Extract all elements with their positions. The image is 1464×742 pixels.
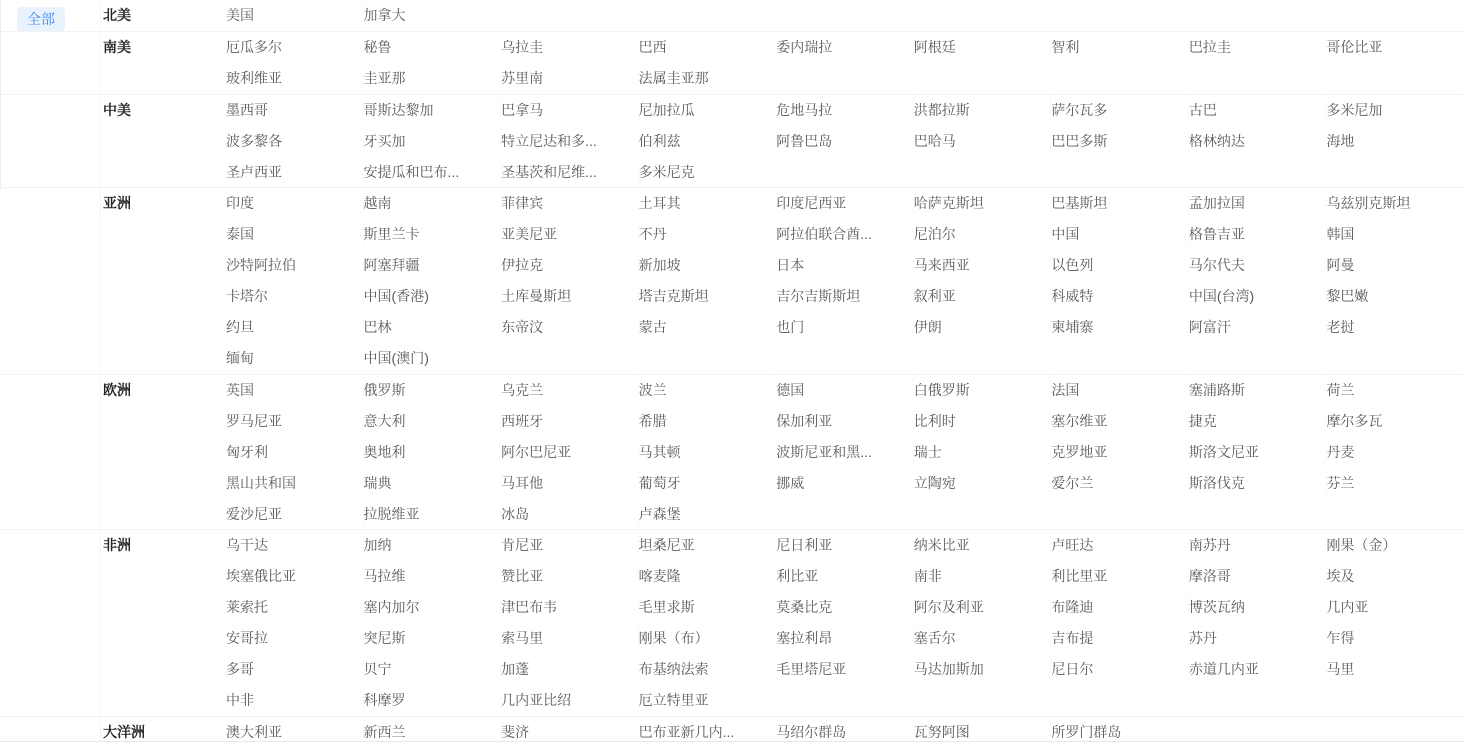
country-item[interactable]: 墨西哥 <box>226 95 364 126</box>
country-item[interactable]: 俄罗斯 <box>364 375 502 406</box>
country-item[interactable]: 加蓬 <box>501 654 639 685</box>
country-item[interactable]: 马达加斯加 <box>914 654 1052 685</box>
country-item[interactable]: 新西兰 <box>364 717 502 742</box>
country-item[interactable]: 摩尔多瓦 <box>1326 406 1464 437</box>
country-item[interactable]: 利比亚 <box>776 561 914 592</box>
country-item[interactable]: 塞舌尔 <box>914 623 1052 654</box>
country-item[interactable]: 圣基茨和尼维... <box>501 157 639 188</box>
country-item[interactable]: 尼泊尔 <box>914 219 1052 250</box>
country-item[interactable]: 斯里兰卡 <box>364 219 502 250</box>
country-item[interactable]: 巴哈马 <box>914 126 1052 157</box>
left-gutter <box>0 375 100 530</box>
country-item[interactable]: 黑山共和国 <box>226 468 364 499</box>
country-item[interactable]: 乌拉圭 <box>501 32 639 63</box>
country-item[interactable]: 巴基斯坦 <box>1051 188 1189 219</box>
country-item[interactable]: 马拉维 <box>364 561 502 592</box>
country-item[interactable]: 意大利 <box>364 406 502 437</box>
country-item[interactable]: 秘鲁 <box>364 32 502 63</box>
country-item[interactable]: 柬埔寨 <box>1051 312 1189 343</box>
country-item[interactable]: 以色列 <box>1051 250 1189 281</box>
country-item[interactable]: 摩洛哥 <box>1189 561 1327 592</box>
country-item[interactable]: 所罗门群岛 <box>1051 717 1189 742</box>
country-item[interactable]: 牙买加 <box>364 126 502 157</box>
country-item[interactable]: 毛里求斯 <box>639 592 777 623</box>
country-item[interactable]: 乍得 <box>1326 623 1464 654</box>
country-item[interactable]: 塞浦路斯 <box>1189 375 1327 406</box>
country-item[interactable]: 加纳 <box>364 530 502 561</box>
country-item[interactable]: 阿尔及利亚 <box>914 592 1052 623</box>
country-item[interactable]: 中国(台湾) <box>1189 281 1327 312</box>
country-item[interactable]: 土耳其 <box>639 188 777 219</box>
country-item[interactable]: 塞尔维亚 <box>1051 406 1189 437</box>
country-item[interactable]: 圣卢西亚 <box>226 157 364 188</box>
left-gutter <box>0 95 100 188</box>
country-item[interactable]: 多哥 <box>226 654 364 685</box>
country-item[interactable]: 苏丹 <box>1189 623 1327 654</box>
continent-label: 北美 <box>103 7 131 23</box>
country-item[interactable]: 赞比亚 <box>501 561 639 592</box>
country-item[interactable]: 突尼斯 <box>364 623 502 654</box>
country-grid <box>226 0 1464 31</box>
country-item[interactable]: 厄立特里亚 <box>639 685 777 716</box>
country-item[interactable]: 比利时 <box>914 406 1052 437</box>
country-item[interactable]: 苏里南 <box>501 63 639 94</box>
continent-label: 亚洲 <box>103 195 131 212</box>
country-grid <box>226 32 1464 94</box>
country-item[interactable]: 尼日尔 <box>1051 654 1189 685</box>
country-item[interactable]: 德国 <box>776 375 914 406</box>
panel-left-edge <box>0 0 1 190</box>
country-item[interactable]: 厄瓜多尔 <box>226 32 364 63</box>
country-item[interactable]: 不丹 <box>639 219 777 250</box>
country-item[interactable]: 坦桑尼亚 <box>639 530 777 561</box>
country-item[interactable]: 马耳他 <box>501 468 639 499</box>
country-item[interactable]: 海地 <box>1326 126 1464 157</box>
country-item[interactable]: 菲律宾 <box>501 188 639 219</box>
country-item[interactable]: 委内瑞拉 <box>776 32 914 63</box>
country-item[interactable]: 塞内加尔 <box>364 592 502 623</box>
country-item[interactable]: 洪都拉斯 <box>914 95 1052 126</box>
country-item[interactable]: 津巴布韦 <box>501 592 639 623</box>
country-item[interactable]: 中国(澳门) <box>364 343 502 374</box>
left-gutter <box>0 717 100 742</box>
region-group-row <box>0 0 1464 31</box>
country-item[interactable]: 尼加拉瓜 <box>639 95 777 126</box>
region-group-row <box>0 529 1464 715</box>
country-item[interactable]: 毛里塔尼亚 <box>776 654 914 685</box>
country-item[interactable]: 葡萄牙 <box>639 468 777 499</box>
country-item[interactable]: 也门 <box>776 312 914 343</box>
country-item[interactable]: 乌克兰 <box>501 375 639 406</box>
country-item[interactable]: 叙利亚 <box>914 281 1052 312</box>
country-item[interactable]: 瑞典 <box>364 468 502 499</box>
country-item[interactable]: 加拿大 <box>364 0 502 31</box>
country-item[interactable]: 约旦 <box>226 312 364 343</box>
country-item[interactable]: 纳米比亚 <box>914 530 1052 561</box>
country-item[interactable]: 卡塔尔 <box>226 281 364 312</box>
country-item[interactable]: 老挝 <box>1326 312 1464 343</box>
country-item[interactable]: 阿尔巴尼亚 <box>501 437 639 468</box>
country-item[interactable]: 巴拿马 <box>501 95 639 126</box>
country-item[interactable]: 马其顿 <box>639 437 777 468</box>
country-grid <box>226 375 1464 530</box>
country-item[interactable]: 哈萨克斯坦 <box>914 188 1052 219</box>
country-item[interactable]: 科摩罗 <box>364 685 502 716</box>
country-item[interactable]: 尼日利亚 <box>776 530 914 561</box>
country-item[interactable]: 捷克 <box>1189 406 1327 437</box>
country-grid <box>226 95 1464 188</box>
all-filter-button[interactable]: 全部 <box>17 7 65 31</box>
country-item[interactable]: 亚美尼亚 <box>501 219 639 250</box>
gutter-divider <box>100 0 101 742</box>
country-item[interactable]: 赤道几内亚 <box>1189 654 1327 685</box>
country-item[interactable]: 巴拉圭 <box>1189 32 1327 63</box>
country-item[interactable]: 波多黎各 <box>226 126 364 157</box>
region-group-row <box>0 374 1464 530</box>
country-item[interactable]: 格林纳达 <box>1189 126 1327 157</box>
country-item[interactable]: 法属圭亚那 <box>639 63 777 94</box>
country-item[interactable]: 马尔代夫 <box>1189 250 1327 281</box>
country-item[interactable]: 南非 <box>914 561 1052 592</box>
country-item[interactable]: 危地马拉 <box>776 95 914 126</box>
country-item[interactable]: 科威特 <box>1051 281 1189 312</box>
country-item[interactable]: 刚果（布） <box>639 623 777 654</box>
country-grid <box>226 717 1464 742</box>
country-item[interactable]: 奥地利 <box>364 437 502 468</box>
country-item[interactable]: 埃塞俄比亚 <box>226 561 364 592</box>
country-item[interactable]: 吉尔吉斯斯坦 <box>776 281 914 312</box>
country-item[interactable]: 新加坡 <box>639 250 777 281</box>
country-item[interactable]: 瓦努阿图 <box>914 717 1052 742</box>
country-item[interactable]: 圭亚那 <box>364 63 502 94</box>
country-item[interactable]: 博茨瓦纳 <box>1189 592 1327 623</box>
continent-label: 欧洲 <box>103 381 131 398</box>
country-item[interactable]: 马绍尔群岛 <box>776 717 914 742</box>
country-item[interactable]: 特立尼达和多... <box>501 126 639 157</box>
country-item[interactable]: 利比里亚 <box>1051 561 1189 592</box>
country-item[interactable]: 乌干达 <box>226 530 364 561</box>
country-item[interactable]: 芬兰 <box>1326 468 1464 499</box>
region-group-row <box>0 94 1464 188</box>
country-item[interactable]: 法国 <box>1051 375 1189 406</box>
country-item[interactable]: 中国(香港) <box>364 281 502 312</box>
country-item[interactable]: 沙特阿拉伯 <box>226 250 364 281</box>
country-item[interactable]: 白俄罗斯 <box>914 375 1052 406</box>
country-item[interactable]: 罗马尼亚 <box>226 406 364 437</box>
region-group-row <box>0 187 1464 373</box>
continent-label: 大洋洲 <box>103 723 145 740</box>
country-item[interactable]: 塔吉克斯坦 <box>639 281 777 312</box>
country-item[interactable]: 英国 <box>226 375 364 406</box>
country-item[interactable]: 荷兰 <box>1326 375 1464 406</box>
left-gutter <box>0 530 100 715</box>
country-item[interactable]: 斐济 <box>501 717 639 742</box>
country-item[interactable]: 莱索托 <box>226 592 364 623</box>
country-item[interactable]: 中国 <box>1051 219 1189 250</box>
country-item[interactable]: 巴布亚新几内... <box>639 717 777 742</box>
country-item[interactable]: 东帝汶 <box>501 312 639 343</box>
country-item[interactable]: 多米尼克 <box>639 157 777 188</box>
country-item[interactable]: 孟加拉国 <box>1189 188 1327 219</box>
country-item[interactable]: 阿拉伯联合酋... <box>776 219 914 250</box>
country-item[interactable]: 西班牙 <box>501 406 639 437</box>
country-item[interactable]: 挪威 <box>776 468 914 499</box>
country-item[interactable]: 肯尼亚 <box>501 530 639 561</box>
country-item[interactable]: 波兰 <box>639 375 777 406</box>
left-gutter <box>0 32 100 94</box>
country-item[interactable]: 缅甸 <box>226 343 364 374</box>
country-item[interactable]: 安哥拉 <box>226 623 364 654</box>
continent-label: 非洲 <box>103 537 131 554</box>
country-item[interactable]: 瑞士 <box>914 437 1052 468</box>
country-item[interactable]: 泰国 <box>226 219 364 250</box>
country-item[interactable]: 马里 <box>1326 654 1464 685</box>
region-group-row <box>0 716 1464 742</box>
continent-label: 中美 <box>103 101 131 118</box>
country-item[interactable]: 埃及 <box>1326 561 1464 592</box>
country-item[interactable]: 伊拉克 <box>501 250 639 281</box>
left-gutter <box>0 188 100 373</box>
country-item[interactable]: 黎巴嫩 <box>1326 281 1464 312</box>
continent-label: 南美 <box>103 38 131 55</box>
country-item[interactable]: 丹麦 <box>1326 437 1464 468</box>
country-item[interactable]: 中非 <box>226 685 364 716</box>
country-item[interactable]: 卢旺达 <box>1051 530 1189 561</box>
country-item[interactable]: 伊朗 <box>914 312 1052 343</box>
country-item[interactable]: 韩国 <box>1326 219 1464 250</box>
country-item[interactable]: 布隆迪 <box>1051 592 1189 623</box>
country-item[interactable]: 乌兹别克斯坦 <box>1326 188 1464 219</box>
country-item[interactable]: 哥伦比亚 <box>1326 32 1464 63</box>
country-item[interactable]: 阿塞拜疆 <box>364 250 502 281</box>
country-item[interactable]: 阿曼 <box>1326 250 1464 281</box>
country-item[interactable]: 玻利维亚 <box>226 63 364 94</box>
country-item[interactable]: 美国 <box>226 0 364 31</box>
country-item[interactable]: 巴林 <box>364 312 502 343</box>
country-item[interactable]: 几内亚比绍 <box>501 685 639 716</box>
country-item[interactable]: 土库曼斯坦 <box>501 281 639 312</box>
country-item[interactable]: 爱沙尼亚 <box>226 499 364 530</box>
country-item[interactable]: 卢森堡 <box>639 499 777 530</box>
country-item[interactable]: 格鲁吉亚 <box>1189 219 1327 250</box>
country-item[interactable]: 冰岛 <box>501 499 639 530</box>
country-item[interactable]: 刚果（金） <box>1326 530 1464 561</box>
country-item[interactable]: 索马里 <box>501 623 639 654</box>
country-item[interactable]: 克罗地亚 <box>1051 437 1189 468</box>
country-item[interactable]: 越南 <box>364 188 502 219</box>
country-item[interactable]: 南苏丹 <box>1189 530 1327 561</box>
region-group-row <box>0 31 1464 94</box>
country-item[interactable]: 安提瓜和巴布... <box>364 157 502 188</box>
country-item[interactable]: 印度尼西亚 <box>776 188 914 219</box>
country-item[interactable]: 匈牙利 <box>226 437 364 468</box>
country-item[interactable]: 爱尔兰 <box>1051 468 1189 499</box>
country-item[interactable]: 立陶宛 <box>914 468 1052 499</box>
country-item[interactable]: 萨尔瓦多 <box>1051 95 1189 126</box>
country-item[interactable]: 蒙古 <box>639 312 777 343</box>
country-item[interactable]: 塞拉利昂 <box>776 623 914 654</box>
country-item[interactable]: 巴西 <box>639 32 777 63</box>
country-item[interactable]: 智利 <box>1051 32 1189 63</box>
country-item[interactable]: 吉布提 <box>1051 623 1189 654</box>
country-item[interactable]: 斯洛文尼亚 <box>1189 437 1327 468</box>
country-item[interactable]: 日本 <box>776 250 914 281</box>
country-item[interactable]: 布基纳法索 <box>639 654 777 685</box>
country-item[interactable]: 希腊 <box>639 406 777 437</box>
country-item[interactable]: 印度 <box>226 188 364 219</box>
country-item[interactable]: 几内亚 <box>1326 592 1464 623</box>
country-item[interactable]: 保加利亚 <box>776 406 914 437</box>
country-grid <box>226 188 1464 373</box>
country-item[interactable]: 巴巴多斯 <box>1051 126 1189 157</box>
country-item[interactable]: 多米尼加 <box>1326 95 1464 126</box>
country-item[interactable]: 哥斯达黎加 <box>364 95 502 126</box>
country-item[interactable]: 澳大利亚 <box>226 717 364 742</box>
country-item[interactable]: 阿富汗 <box>1189 312 1327 343</box>
country-item[interactable]: 贝宁 <box>364 654 502 685</box>
country-item[interactable]: 古巴 <box>1189 95 1327 126</box>
country-item[interactable]: 喀麦隆 <box>639 561 777 592</box>
country-grid <box>226 530 1464 715</box>
country-item[interactable]: 斯洛伐克 <box>1189 468 1327 499</box>
country-item[interactable]: 马来西亚 <box>914 250 1052 281</box>
country-item[interactable]: 波斯尼亚和黑... <box>776 437 914 468</box>
country-item[interactable]: 伯利兹 <box>639 126 777 157</box>
country-item[interactable]: 阿鲁巴岛 <box>776 126 914 157</box>
country-item[interactable]: 拉脱维亚 <box>364 499 502 530</box>
country-item[interactable]: 莫桑比克 <box>776 592 914 623</box>
country-item[interactable]: 阿根廷 <box>914 32 1052 63</box>
